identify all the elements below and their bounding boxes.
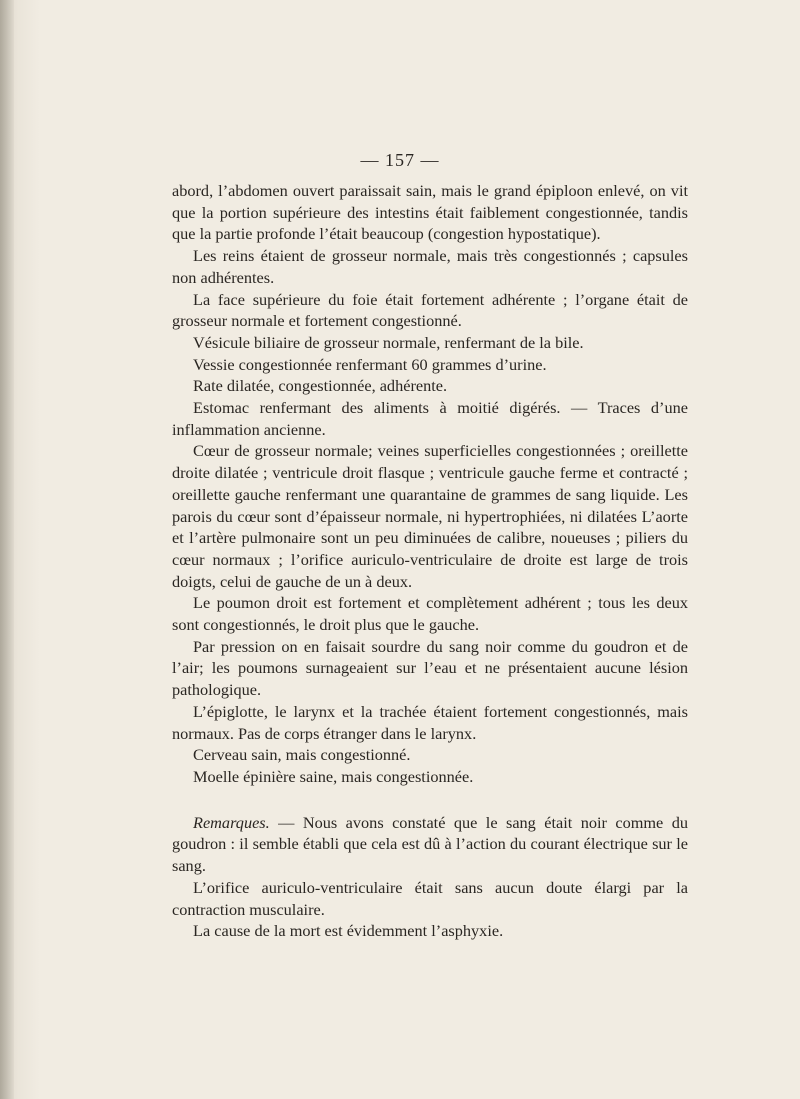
paragraph-reins: Les reins étaient de grosseur normale, mais très congestionnés ; capsules non adhérentes. (172, 246, 688, 287)
paragraph-epiglotte: L’épiglotte, le larynx et la trachée étaient fortement congestionnés, mais normaux. Pas de corps étranger dans le larynx. (172, 701, 688, 743)
paragraph-orifice: L’orifice auriculo-ventriculaire était sans aucun doute élargi par la contraction musculaire. (172, 877, 688, 919)
paragraph-cause: La cause de la mort est évidemment l’asphyxie. (193, 921, 504, 941)
paragraph-moelle: Moelle épinière saine, mais congestionnée. (193, 766, 474, 786)
remarks-label: Remarques. (193, 812, 270, 832)
paragraph-pression: Par pression on en faisait sourdre du sang noir comme du goudron et de l’air; les poumons surnageaient sur l’eau et ne présentaient aucune lésion pathologique. (172, 636, 688, 700)
paragraph-poumon: Le poumon droit est fortement et complètement adhérent ; tous les deux sont congestionnés, le droit plus que le gauche. (172, 593, 688, 635)
paragraph-estomac: Estomac renfermant des aliments à moitié digérés. — Traces d’une inflammation ancienne. (172, 398, 688, 439)
paragraph-coeur: Cœur de grosseur normale; veines superficielles congestionnées ; oreillette droite dilatée ; ventricule droit flasque ; ventricule gauche ferme et contracté ; oreillette gauche renfermant une quarantaine de grammes de sang liquide. Les parois du cœur sont d’épaisseur normale, ni hypertrophiées, ni dilatées L’aorte et l’artère pulmonaire sont un peu diminuées de calibre, noueuses ; piliers du cœur normaux ; l’orifice auriculo-ventriculaire de droite est large de trois doigts, celui de gauche de un à deux. (172, 441, 688, 591)
paragraph-remarques (172, 812, 688, 877)
paragraph-cerveau: Cerveau sain, mais congestionné. (193, 745, 411, 765)
page-number: — 157 — (360, 150, 440, 170)
paragraph-vesicule: Vésicule biliaire de grosseur normale, renfermant de la bile. (193, 332, 584, 352)
paragraph-vessie: Vessie congestionnée renfermant 60 grammes d’urine. (193, 354, 547, 374)
body-text (172, 180, 688, 942)
paragraph-foie: La face supérieure du foie était fortement adhérente ; l’organe était de grosseur normale et fortement congestionné. (172, 289, 688, 331)
remarks-text: — Nous avons constaté que le sang était noir comme du goudron : il semble établi que cela est dû à l’action du courant électrique sur le sang. (172, 812, 688, 876)
paragraph-rate: Rate dilatée, congestionnée, adhérente. (193, 376, 448, 396)
paragraph-abdomen: abord, l’abdomen ouvert paraissait sain, mais le grand épiploon enlevé, on vit que la portion supérieure des intestins était faiblement congestionnée, tandis que la partie profonde l’était beaucoup (congestion hypostatique). (172, 181, 688, 244)
